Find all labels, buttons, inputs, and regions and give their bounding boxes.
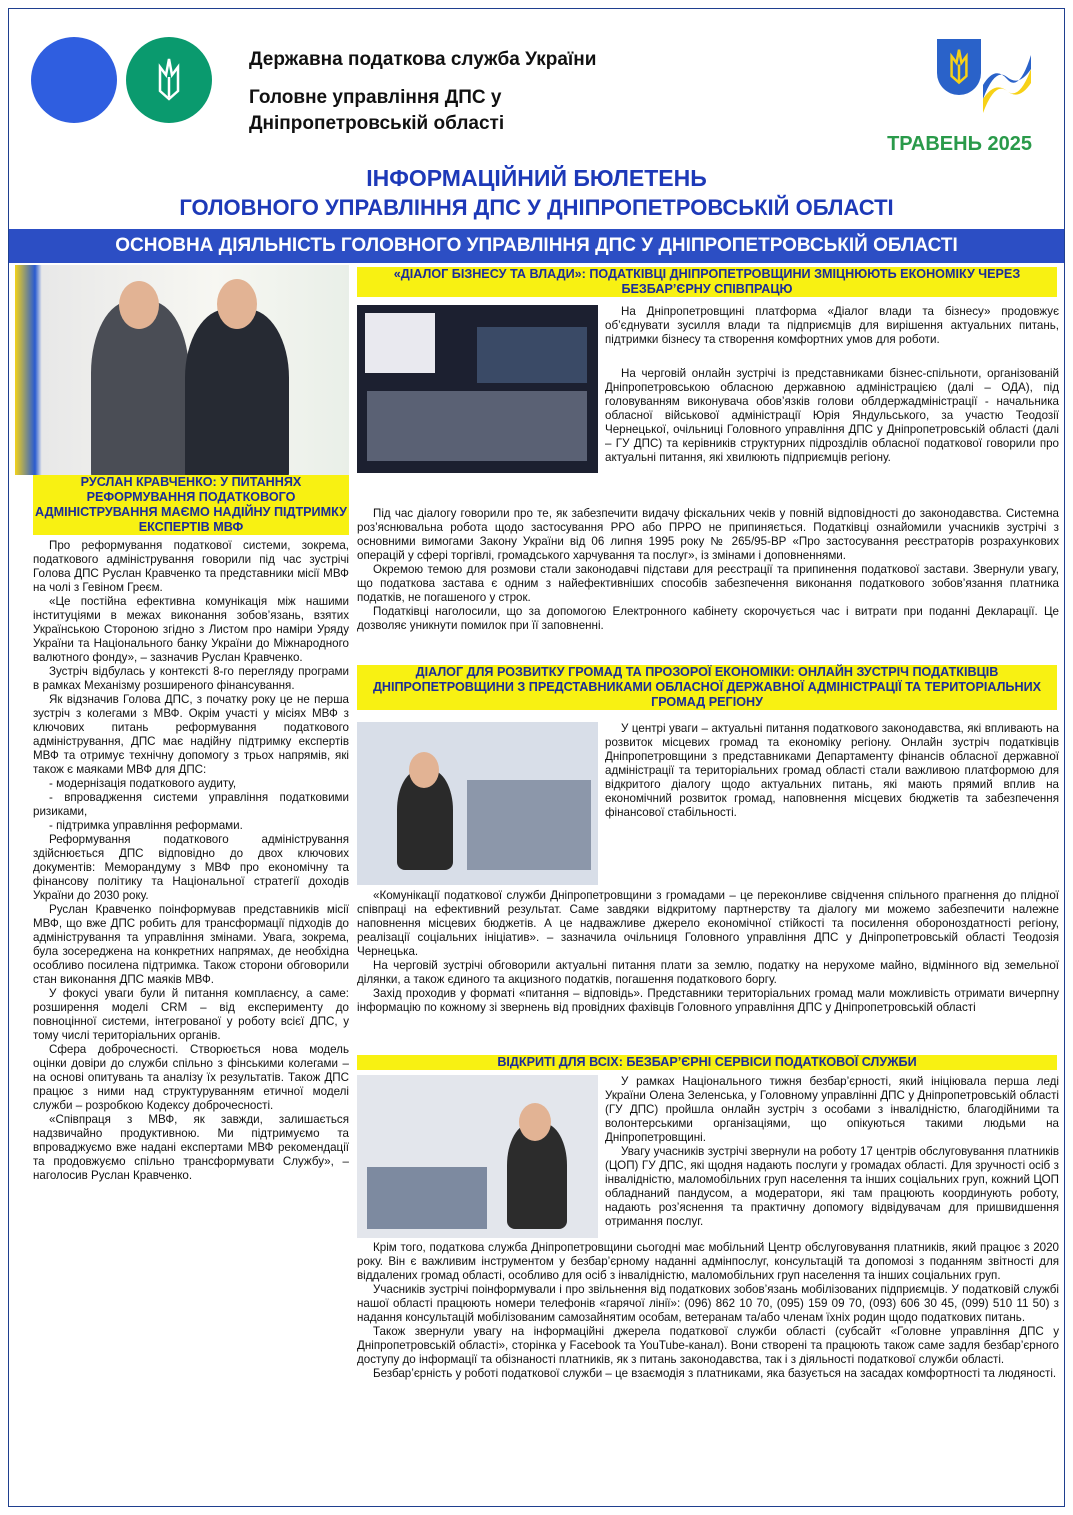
list-item: - впровадження системи управління податковими ризиками,: [33, 791, 349, 818]
article1-body: [357, 507, 1059, 633]
paragraph: Зустріч відбулась у контексті 8-го перегляду програми в рамках Механізму розширеного фінансування.: [33, 665, 349, 692]
article-heading-accessibility: ВІДКРИТІ ДЛЯ ВСІХ: БЕЗБАР’ЄРНІ СЕРВІСИ ПОДАТКОВОЇ СЛУЖБИ: [357, 1055, 1057, 1070]
article3-body: [357, 1241, 1059, 1505]
paragraph: У фокусі уваги були й питання комплаєнсу, а саме: розширення моделі CRM – від експерименту до повноцінної системи, інтегрованої у роботу всієї ДПС, у тому числі територіальних органів.: [33, 987, 349, 1042]
blue-circle-logo: [31, 37, 117, 123]
community-meeting-photo: [357, 722, 598, 885]
department-line1: Головне управління ДПС у: [249, 87, 502, 108]
paragraph: «Це постійна ефективна комунікація між нашими інституціями в межах виконання зобов’язань, взятих Українською Стороною згідно з Листом про наміри Уряду України та Національного банку України до Міжнародного валютного фонду», – зазначив Руслан Кравченко.: [33, 595, 349, 664]
accessibility-meeting-photo: [357, 1075, 598, 1238]
paragraph: Сфера доброчесності. Створюється нова модель оцінки довіри до служби спільно з фінськими колегами – на основі опитувань та аналізу їх результатів. Також ДПС працює з ними над структуруванням етичної моделі служби – розробкою Кодексу доброчесності.: [33, 1043, 349, 1112]
paragraph: У центрі уваги – актуальні питання податкового законодавства, які впливають на розвиток місцевих громад та економіку регіону. Онлайн зустріч податківців Дніпропетровщини з представниками Департаменту фінансів обласної державної адміністрації та територіальних громад області стали важливою платформою для відкритого діалогу щодо актуальних питань, які мають прямий вплив на економічний розвиток громад, наповнення місцевих бюджетів та забезпечення фінансової стабільності.: [605, 722, 1059, 819]
paragraph: Захід проходив у форматі «питання – відповідь». Представники територіальних громад мали можливість отримати вичерпну інформацію по кожному зі звернень від провідних фахівців Головного управління ДПС у Дніпропетровській області: [357, 987, 1059, 1014]
paragraph: Також звернули увагу на інформаційні джерела податкової служби області (субсайт «Головне управління ДПС у Дніпропетровській області», сторінка у Facebook та YouTube-канал). Вони створені та працюють також саме задля безбар’єрного доступу до інформації та обізнаності платників, як з питань законодавства, так і з діяльності податкової служби області.: [357, 1325, 1059, 1366]
bulletin-subtitle: ГОЛОВНОГО УПРАВЛІННЯ ДПС У ДНІПРОПЕТРОВСЬКІЙ ОБЛАСТІ: [179, 195, 894, 220]
paragraph: На черговій онлайн зустрічі із представниками бізнес-спільноти, організованій Дніпропетровською обласною державною адміністрацією (далі – ОДА), під головуванням виконувача обов’язків голови облдержадміністрації - начальника обласної військової адміністрації Юрія Яндульського, за участю Теодозії Чернецької, очільниці Головного управління ДПС у Дніпропетровській області (далі – ГУ ДПС) та керівників структурних підрозділів обласної податкової говорили про актуальні питання, які хвилюють підприємців регіону.: [605, 367, 1059, 464]
bulletin-title: ІНФОРМАЦІЙНИЙ БЮЛЕТЕНЬ: [366, 165, 707, 191]
bulletin-page: [8, 8, 1065, 1507]
list-item: - модернізація податкового аудиту,: [49, 777, 237, 790]
paragraph: На Дніпропетровщині платформа «Діалог влади та бізнесу» продовжує об’єднувати зусилля влади та підприємців для вирішення актуальних питань, підтримки бізнесу та створення комфортних умов для роботи.: [605, 305, 1059, 346]
paragraph: Безбар’єрність у роботі податкової служби – це взаємодія з платниками, яка базується на засадах комфортності та людяності.: [373, 1367, 1057, 1380]
paragraph: У рамках Національного тижня безбар’єрності, який ініціювала перша леді України Олена Зеленська, у Головному управлінні ДПС у Дніпропетровській області (ГУ ДПС) пройшла онлайн зустріч з особами з інвалідністю, благодійними та волонтерськими організаціями, що опікуються такими людьми на Дніпропетровщині.: [605, 1075, 1059, 1144]
section-band: ОСНОВНА ДІЯЛЬНІСТЬ ГОЛОВНОГО УПРАВЛІННЯ ДПС У ДНІПРОПЕТРОВСЬКІЙ ОБЛАСТІ: [9, 229, 1064, 263]
article2-right-text: [605, 722, 1059, 892]
paragraph: Крім того, податкова служба Дніпропетровщини сьогодні має мобільний Центр обслуговування платників, який працює з 2020 року. Він є важливим інструментом у безбар’єрному наданні адмінпослуг, консультацій та допомозі з поданням звітності для віддалених громад області, особливо для осіб з інвалідністю, маломобільних груп населення та інших соціальних груп.: [357, 1241, 1059, 1282]
tax-service-logo: [126, 37, 212, 123]
article1-right-text: [605, 305, 1059, 347]
flag-ribbon-icon: [981, 35, 1033, 123]
header: [9, 9, 1064, 256]
paragraph: Окремою темою для розмови стали законодавчі підстави для реєстрації та припинення податкової застави. Звернули увагу, що податкова застава є одним з найефективніших способів забезпечення виконання податкового зобов’язання платника податків, не погашеного у строк.: [357, 563, 1059, 604]
issue-month: ТРАВЕНЬ 2025: [887, 133, 1032, 155]
article-heading-dialog: «ДІАЛОГ БІЗНЕСУ ТА ВЛАДИ»: ПОДАТКІВЦІ ДНІПРОПЕТРОВЩИНИ ЗМІЦНЮЮТЬ ЕКОНОМІКУ ЧЕРЕЗ БЕЗБАР’ЄРНУ СПІВПРАЦЮ: [357, 267, 1057, 297]
paragraph: Податківці наголосили, що за допомогою Електронного кабінету скорочується час і витрати при поданні Декларації. Це дозволяє уникнути помилок при її заповненні.: [357, 605, 1059, 632]
article3-right-text: [605, 1075, 1059, 1239]
org-name: Державна податкова служба України: [249, 49, 597, 70]
paragraph: Руслан Кравченко поінформував представників місії МВФ, що вже ДПС робить для трансформації підходів до адміністрування та управління змінами. Увага, зокрема, була зосереджена на конкретних напрямах, де необхідна особливо посилена підтримка. Також сторони обговорили стан виконання ДПС маяків МВФ.: [33, 903, 349, 986]
paragraph: На черговій зустрічі обговорили актуальні питання плати за землю, податку на нерухоме майно, відмінного від земельної ділянки, а також єдиного та акцизного податків, погашення податкового боргу.: [357, 959, 1059, 986]
article-heading-communities: ДІАЛОГ ДЛЯ РОЗВИТКУ ГРОМАД ТА ПРОЗОРОЇ ЕКОНОМІКИ: ОНЛАЙН ЗУСТРІЧ ПОДАТКІВЦІВ ДНІПРОПЕТРОВЩИНИ З ПРЕДСТАВНИКАМИ ОБЛАСНОЇ ДЕРЖАВНОЇ АДМІНІСТРАЦІЇ ТА ТЕРИТОРІАЛЬНИХ ГРОМАД РЕГІОНУ: [357, 665, 1057, 710]
paragraph: Під час діалогу говорили про те, як забезпечити видачу фіскальних чеків у повній відповідності до законодавства. Системна роз’яснювальна робота щодо застосування РРО або ПРРО не припиняється. Податківці ознайомили учасників зустрічі з основними вимогами Закону України від 06 липня 1995 року № 265/95-ВР «Про застосування реєстраторів розрахункових операцій у сфері торгівлі, громадського харчування та послуг», із змінами і доповненнями.: [357, 507, 1059, 562]
paragraph: «Співпраця з МВФ, як завжди, залишається надзвичайно продуктивною. Ми підтримуємо та впроваджуємо вже надані експертами МВФ рекомендації та продовжуємо спільно трансформувати Службу», – наголосив Руслан Кравченко.: [33, 1113, 349, 1182]
video-conference-photo: [357, 305, 598, 473]
article2-body: [357, 889, 1059, 1015]
article1-text-continued: [605, 367, 1059, 473]
article-heading-kravchenko: РУСЛАН КРАВЧЕНКО: У ПИТАННЯХ РЕФОРМУВАННЯ ПОДАТКОВОГО АДМІНІСТРУВАННЯ МАЄМО НАДІЙНУ ПІДТРИМКУ ЕКСПЕРТІВ МВФ: [33, 475, 349, 535]
paragraph: Учасників зустрічі поінформували і про звільнення від податкових зобов’язань мобілізованих підприємців. У податковій службі нашої області працюють номери телефонів «гарячої лінії»: (096) 862 10 70, (095) 159 09 70, (093) 606 30 45, (099) 510 11 50) з надання консультацій мобілізованим самозайнятим особам, ветеранам та/або членам їхніх родин щодо податкових питань.: [357, 1283, 1059, 1324]
tryzub-icon: [152, 57, 186, 103]
paragraph: Як відзначив Голова ДПС, з початку року це не перша зустріч з колегами з МВФ. Окрім участі у місіях МВФ з ключових питань реформування податкового адміністрування, ДПС має надійну підтримку експертів МВФ та отримує технічну допомогу з трьох напрямів, які також є маяками МВФ для ДПС:: [33, 693, 349, 776]
list-item: - підтримка управління реформами.: [49, 819, 243, 832]
coat-of-arms: [937, 39, 981, 95]
paragraph: «Комунікації податкової служби Дніпропетровщини з громадами – це переконливе свідчення спільного прагнення до плідної співпраці на ефективний результат. Саме завдяки відкритому партнерству та діалогу ми можемо забезпечити належне наповнення місцевих бюджетів. А це надважливе джерело економічної стійкості та посилення обороноздатності регіону, реалізації соціальних ініціатив». – зазначила очільниця Головного управління ДПС у Дніпропетровській області Теодозія Чернецька.: [357, 889, 1059, 958]
paragraph: Увагу учасників зустрічі звернули на роботу 17 центрів обслуговування платників (ЦОП) ГУ ДПС, які щодня надають послуги у громадах області. Для зручності осіб з інвалідністю, маломобільних груп населення та інших соціальних груп, кожний ЦОП обладнаний пандусом, а модератори, які там працюють координують роботу, надають роз’яснення та практичну допомогу відвідувачам для пришвидшення отримання послуг.: [605, 1145, 1059, 1228]
meeting-photo-handshake: [15, 265, 349, 475]
paragraph: Реформування податкового адміністрування здійснюється ДПС відповідно до двох ключових документів: Меморандуму з МВФ про економічну та фінансову політику та Національної стратегії доходів України до 2030 року.: [33, 833, 349, 902]
department-line2: Дніпропетровській області: [249, 113, 505, 134]
tryzub-icon: [945, 48, 973, 86]
left-column: [33, 475, 349, 1183]
paragraph: Про реформування податкової системи, зокрема, податкового адміністрування говорили під час зустрічі Голова ДПС Руслан Кравченко та представники місії МВФ на чолі з Гевіном Греєм.: [33, 539, 349, 594]
